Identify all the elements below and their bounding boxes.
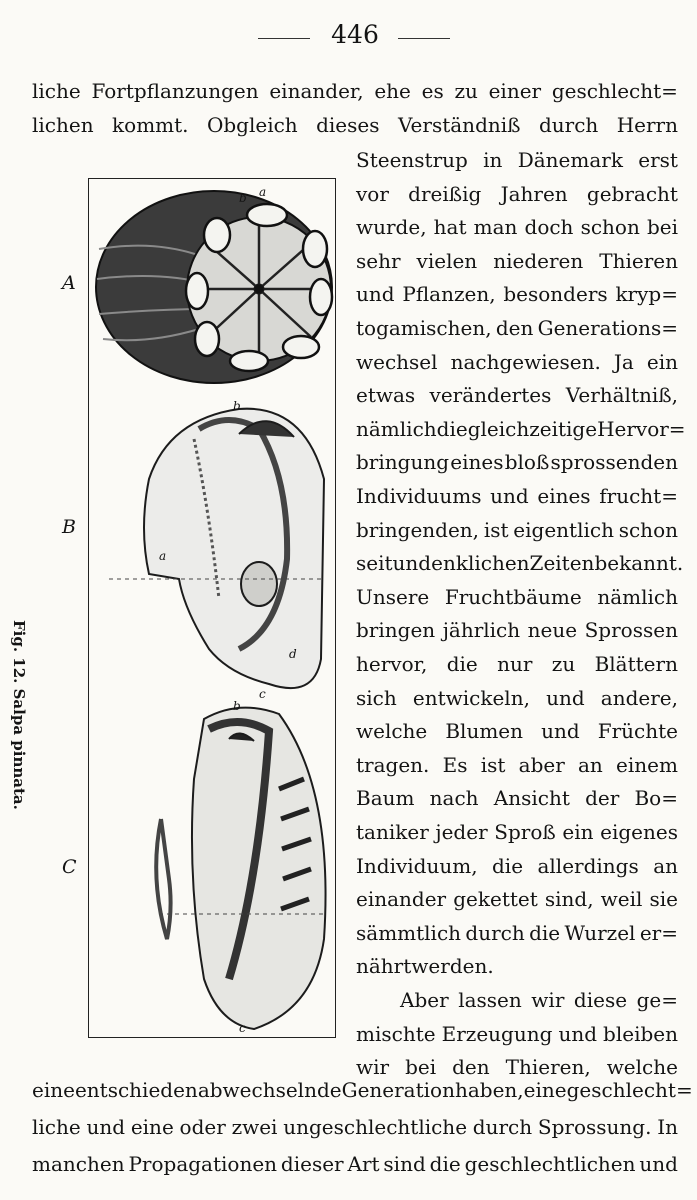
word: eine	[32, 1078, 75, 1102]
word: eines	[537, 484, 591, 508]
word: einer	[488, 79, 542, 103]
word: an	[653, 853, 678, 878]
word: wir	[356, 1055, 390, 1080]
text-line-content	[356, 483, 678, 509]
text-line-content	[356, 853, 678, 879]
text-line-content	[356, 920, 678, 946]
word: Generations=	[537, 316, 678, 340]
text-line	[356, 315, 678, 341]
word: geschlecht=	[551, 79, 678, 103]
text-line	[356, 718, 678, 744]
text-line-content	[356, 214, 678, 240]
word: welche	[606, 1055, 678, 1080]
word: togamischen,	[356, 316, 492, 340]
figure-panel-label-b: B	[62, 516, 76, 538]
text-line-content	[32, 1114, 678, 1140]
word: Thieren,	[505, 1055, 591, 1080]
word: ehe	[374, 79, 411, 103]
text-line	[32, 1114, 678, 1140]
word: nur	[497, 652, 533, 676]
word: Individuum,	[356, 853, 478, 878]
text-line-content	[356, 517, 678, 543]
word: verändertes	[429, 383, 552, 408]
text-line-content	[356, 248, 678, 274]
word: sind	[383, 1152, 426, 1176]
text-line	[356, 281, 678, 307]
salpa-individual-c	[156, 708, 325, 1029]
word: den	[452, 1055, 490, 1080]
word: eine	[130, 1115, 174, 1139]
word: Erzeugung	[441, 1021, 553, 1046]
word: zu	[551, 652, 576, 676]
word: aber	[518, 752, 565, 777]
part-letter-d-mid: d	[289, 647, 297, 661]
header-rule-left	[258, 38, 310, 39]
word: frucht=	[599, 484, 678, 508]
word: gleichzeitige	[467, 416, 598, 441]
word: vor	[356, 181, 389, 206]
word: es	[421, 79, 444, 103]
text-line-content	[356, 382, 678, 408]
word: neue	[527, 618, 578, 643]
page-header	[0, 20, 697, 54]
word: Fruchtbäume	[444, 584, 582, 609]
word: durch	[538, 113, 599, 137]
word: schon	[618, 517, 678, 542]
text-line-content	[400, 987, 678, 1013]
text-line	[356, 517, 678, 543]
word: bloß	[504, 450, 550, 475]
text-line	[356, 550, 684, 576]
word: und	[86, 1115, 126, 1139]
part-letter-b-top: b	[239, 191, 247, 205]
word: lassen	[458, 988, 522, 1012]
word: geschlechtlichen	[464, 1152, 636, 1176]
word: der	[585, 786, 620, 811]
text-line	[356, 214, 678, 240]
text-line	[356, 584, 678, 610]
word: Individuums	[356, 484, 482, 508]
text-line	[356, 449, 678, 475]
text-line	[356, 886, 678, 912]
figure-caption-text: Fig. 12. Salpa pinnata.	[10, 620, 28, 810]
word: vielen	[416, 248, 478, 273]
word: nachgewiesen.	[450, 349, 601, 374]
word: werden.	[411, 954, 494, 979]
header-rule-right	[398, 38, 450, 39]
word: ungeschlechtliche	[283, 1115, 468, 1139]
word: entwickeln,	[412, 685, 530, 710]
word: Früchte	[597, 719, 678, 744]
word: wechsel	[356, 349, 438, 374]
text-line	[356, 416, 686, 442]
text-line	[356, 248, 678, 274]
text-line-content	[356, 550, 684, 576]
word: den	[495, 316, 534, 340]
word: oder	[179, 1115, 226, 1139]
word: durch	[465, 920, 525, 945]
word: etwas	[356, 383, 416, 408]
word: Blättern	[594, 652, 678, 676]
word: die	[446, 652, 478, 676]
text-line-content	[356, 752, 678, 778]
text-line	[356, 785, 678, 811]
text-line	[32, 1151, 678, 1177]
text-line-content	[32, 78, 678, 104]
text-line-content	[356, 718, 678, 744]
text-line	[356, 617, 678, 643]
word: jährlich	[442, 618, 521, 643]
word: bekannt.	[594, 551, 684, 576]
word: die	[492, 853, 524, 878]
text-line-content	[356, 315, 678, 341]
word: Baum	[356, 786, 415, 811]
word: eines	[450, 450, 504, 475]
word: dieser	[280, 1152, 344, 1176]
word: gekettet	[453, 887, 538, 912]
word: und	[541, 719, 580, 744]
word: in	[483, 148, 503, 172]
word: taniker	[356, 820, 429, 844]
salpa-illustration	[89, 179, 336, 1038]
word: Zeiten	[529, 551, 595, 576]
word: besonders	[503, 282, 608, 307]
word: Verständniß	[397, 113, 521, 137]
text-line-content	[356, 181, 678, 207]
word: tragen.	[356, 752, 430, 777]
word: Bo=	[634, 786, 678, 811]
word: undenklichen	[392, 551, 530, 576]
text-line	[356, 651, 678, 677]
text-line	[356, 483, 678, 509]
text-line-content	[356, 281, 678, 307]
word: liche	[32, 1115, 81, 1139]
word: wurde,	[356, 215, 427, 240]
word: ein	[562, 820, 594, 844]
word: allerdings	[537, 853, 639, 878]
word: bringung	[356, 450, 450, 475]
word: Fortpflanzungen	[91, 79, 259, 103]
word: Generation	[341, 1078, 455, 1102]
word: Dänemark	[517, 148, 623, 172]
word: Wurzel	[564, 920, 636, 945]
text-line-content	[356, 953, 678, 979]
word: nach	[429, 786, 479, 811]
text-line-content	[356, 147, 678, 173]
word: manchen	[32, 1152, 125, 1176]
text-line-content	[356, 349, 678, 375]
word: sie	[649, 887, 678, 912]
word: bleiben	[603, 1021, 678, 1046]
word: Jahren	[500, 181, 568, 206]
word: schon	[580, 215, 640, 240]
word: eine	[523, 1078, 567, 1102]
word: Verhältniß,	[565, 383, 678, 408]
word: ist	[480, 752, 506, 777]
word: liche	[32, 79, 81, 103]
figure-caption	[10, 620, 29, 810]
word: erst	[638, 148, 678, 172]
word: sprossenden	[550, 450, 678, 475]
word: Aber	[400, 988, 449, 1012]
word: die	[529, 920, 561, 945]
word: ist	[483, 517, 509, 542]
word: Steenstrup	[356, 148, 468, 172]
text-line-content	[32, 1077, 693, 1103]
word: kommt.	[112, 113, 189, 137]
word: und	[639, 1152, 678, 1176]
figure-panel-label-c: C	[62, 856, 77, 878]
word: Obgleich	[206, 113, 298, 137]
word: Propagationen	[128, 1152, 278, 1176]
word: abwechselnde	[197, 1078, 342, 1102]
word: Blumen	[445, 719, 523, 744]
text-line	[356, 853, 678, 879]
word: diese	[573, 988, 628, 1012]
word: Herrn	[616, 113, 678, 137]
word: die	[436, 416, 468, 441]
text-line	[32, 112, 678, 138]
word: die	[429, 1152, 461, 1176]
word: nährt	[356, 954, 412, 979]
text-line	[356, 1021, 678, 1047]
word: eigentlich	[513, 517, 614, 542]
text-line	[356, 181, 678, 207]
word: ein	[646, 349, 678, 374]
text-line-content	[356, 449, 678, 475]
text-line	[356, 685, 678, 711]
word: kryp=	[615, 282, 678, 307]
text-line	[356, 920, 678, 946]
word: Sprossen	[584, 618, 678, 643]
text-line	[356, 349, 678, 375]
word: Art	[347, 1152, 380, 1176]
word: man	[473, 215, 518, 240]
word: In	[657, 1115, 678, 1139]
text-line	[356, 147, 678, 173]
part-letter-a-mid: a	[159, 549, 167, 563]
text-line-content	[356, 617, 678, 643]
text-line-content	[356, 685, 678, 711]
word: ge=	[636, 988, 678, 1012]
figure-panel-label-a: A	[62, 272, 76, 294]
part-letter-c-mid: c	[259, 687, 266, 701]
word: lichen	[32, 113, 94, 137]
word: und	[490, 484, 529, 508]
salpa-colony-a	[96, 191, 332, 383]
word: gebracht	[586, 181, 678, 206]
text-line	[356, 987, 678, 1013]
word: Unsere	[356, 584, 430, 609]
part-letter-b-low: b	[233, 699, 241, 713]
word: wir	[531, 988, 565, 1012]
word: und	[356, 282, 395, 307]
text-line-content	[32, 1151, 678, 1177]
word: nämlich	[356, 416, 437, 441]
word: zu	[454, 79, 478, 103]
text-line-content	[356, 651, 678, 677]
word: hat	[433, 215, 467, 240]
word: zwei	[231, 1115, 278, 1139]
word: einander,	[269, 79, 364, 103]
word: bringen	[356, 618, 436, 643]
word: Sproß	[494, 820, 556, 844]
part-letter-a-top: a	[259, 185, 267, 199]
word: Ja	[613, 349, 634, 374]
text-line	[356, 382, 678, 408]
word: welche	[356, 719, 428, 744]
text-line	[356, 752, 678, 778]
word: einander	[356, 887, 447, 912]
word: haben,	[454, 1078, 524, 1102]
text-line	[356, 819, 678, 845]
text-line-content	[356, 886, 678, 912]
text-line-content	[356, 785, 678, 811]
word: Ansicht	[493, 786, 570, 811]
word: er=	[639, 920, 678, 945]
word: durch	[472, 1115, 533, 1139]
word: doch	[524, 215, 574, 240]
word: geschlecht=	[566, 1078, 693, 1102]
word: Pflanzen,	[402, 282, 496, 307]
word: weil	[600, 887, 643, 912]
word: Thieren	[599, 248, 678, 273]
word: bei	[646, 215, 678, 240]
text-line-content	[356, 819, 678, 845]
word: sind,	[544, 887, 594, 912]
word: und	[558, 1021, 598, 1046]
word: sehr	[356, 248, 401, 273]
text-line-content	[356, 1021, 678, 1047]
word: nämlich	[597, 584, 678, 609]
word: dieses	[316, 113, 380, 137]
word: niederen	[493, 248, 584, 273]
text-line-content	[32, 112, 678, 138]
text-line	[32, 78, 678, 104]
figure-salpa-pinnata	[88, 178, 336, 1038]
part-letter-c-low: c	[239, 1021, 246, 1035]
word: mischte	[356, 1021, 436, 1046]
word: Sprossung.	[537, 1115, 652, 1139]
word: Hervor=	[597, 416, 686, 441]
word: einem	[616, 752, 678, 777]
word: sich	[356, 685, 397, 710]
word: seit	[356, 551, 393, 576]
text-line-content	[356, 584, 678, 610]
part-letter-b-mid: b	[233, 399, 241, 413]
word: eigenes	[600, 820, 678, 844]
word: andere,	[600, 685, 678, 710]
text-line	[356, 953, 678, 979]
word: dreißig	[408, 181, 482, 206]
word: bringenden,	[356, 517, 480, 542]
word: an	[577, 752, 603, 777]
text-line	[32, 1077, 693, 1103]
word: entschieden	[74, 1078, 198, 1102]
word: bei	[405, 1055, 437, 1080]
word: und	[546, 685, 585, 710]
word: jeder	[435, 820, 488, 844]
word: sämmtlich	[356, 920, 462, 945]
text-line-content	[356, 416, 686, 442]
word: hervor,	[356, 652, 428, 676]
word: Es	[442, 752, 468, 777]
page-number: 446	[331, 20, 379, 49]
